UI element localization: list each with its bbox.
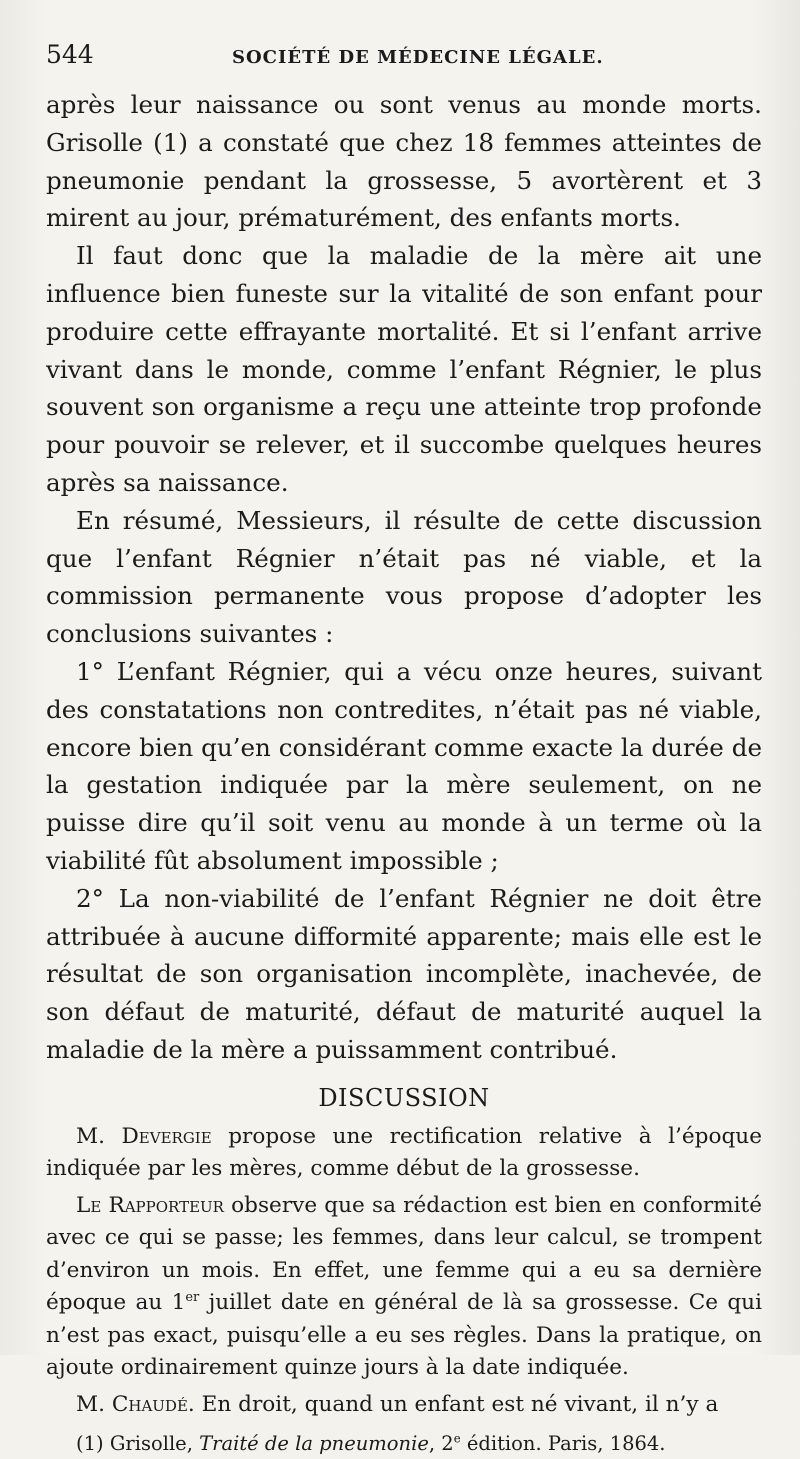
discussion-text-span: propose une rectification relative à l’époque indiquée par les mères, comme début de la grossesse. — [46, 1123, 762, 1182]
discussion-text-span: juillet date en général de là sa grossesse. Ce qui n’est pas exact, puisqu’elle a eu ses règles. Dans la pratique, on ajoute ordinairement quinze jours à la date indiquée. — [46, 1290, 762, 1381]
superscript: er — [185, 1290, 200, 1306]
running-head — [46, 40, 762, 80]
speaker-name: M. Devergie — [76, 1123, 212, 1149]
superscript: e — [453, 1431, 461, 1446]
section-heading: DISCUSSION — [318, 1083, 490, 1112]
paragraph: En résumé, Messieurs, il résulte de cette discussion que l’enfant Régnier n’était pas né viable, et la commission permanente vous propose d’adopter les conclusions suivantes : — [46, 505, 762, 649]
footnote-text: , 2 — [428, 1432, 454, 1456]
discussion-paragraph — [46, 1190, 762, 1385]
speaker-name: Le Rapporteur — [76, 1192, 224, 1218]
conclusion-2: 2° La non-viabilité de l’enfant Régnier ne doit être attribuée à aucune difformité apparente; mais elle est le résultat de son organisation incomplète, inachevée, de son défaut de maturité, défaut de maturité auquel la maladie de la mère a puissamment contribué. — [46, 883, 762, 1064]
paragraph: après leur naissance ou sont venus au monde morts. Grisolle (1) a constaté que chez 18 femmes atteintes de pneumonie pendant la grossesse, 5 avortèrent et 3 mirent au jour, prématurément, des enfants morts. — [46, 90, 762, 233]
paragraph: Il faut donc que la maladie de la mère ait une influence bien funeste sur la vitalité de son enfant pour produire cette effrayante mortalité. Et si l’enfant arrive vivant dans le monde, comme l’enfant Régnier, le plus souvent son organisme a reçu une atteinte trop profonde pour pouvoir se relever, et il succombe quelques heures après sa naissance. — [46, 241, 762, 497]
discussion-text-span: observe que sa rédaction est bien en conformité avec ce qui se passe; les femmes, dans leur calcul, se trompent d’environ un mois. En effet, une femme qui a eu sa dernière époque au 1 — [46, 1192, 762, 1316]
footnote-marker: (1) Grisolle, — [76, 1432, 200, 1456]
running-title: SOCIÉTÉ DE MÉDECINE LÉGALE. — [232, 47, 604, 68]
footnote-title: Traité de la pneumonie — [199, 1432, 429, 1456]
conclusion-1: 1° L’enfant Régnier, qui a vécu onze heures, suivant des constatations non contredites, n’était pas né viable, encore bien qu’en considérant comme exacte la durée de la gestation indiquée par la mère seulement, on ne puisse dire qu’il soit venu au monde à un terme où la viabilité fût absolument impossible ; — [46, 656, 762, 875]
discussion-paragraph — [46, 1389, 762, 1422]
discussion-text-span: En droit, quand un enfant est né vivant, il n’y a — [194, 1391, 719, 1417]
discussion-paragraph — [46, 1121, 762, 1186]
main-text — [46, 86, 762, 1069]
discussion-text — [46, 1121, 762, 1422]
footnote — [46, 1429, 762, 1459]
page-number: 544 — [46, 40, 94, 69]
footnote-text: édition. Paris, 1864. — [460, 1432, 666, 1456]
speaker-name: M. Chaudé. — [76, 1391, 195, 1417]
